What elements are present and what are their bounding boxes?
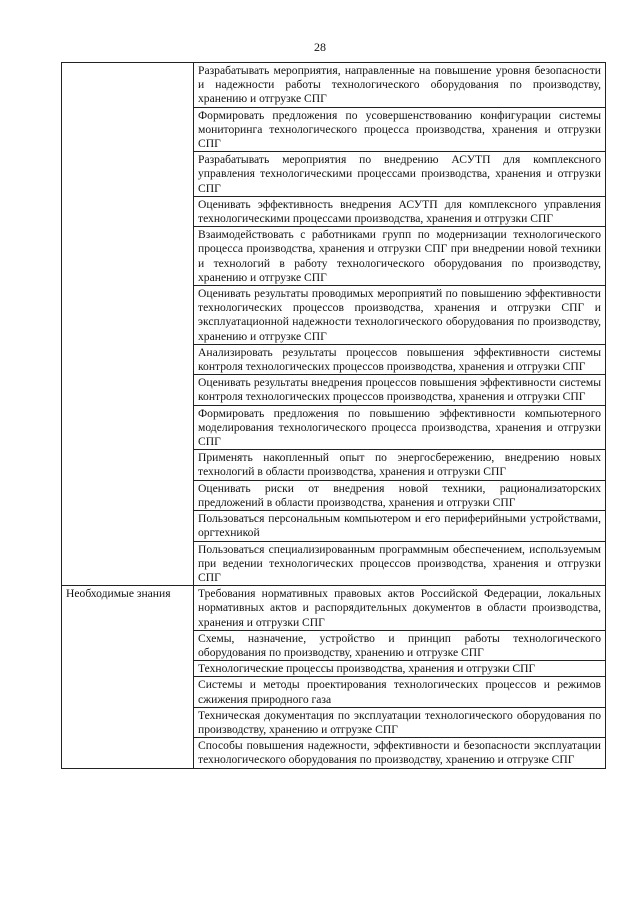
table-row [62, 586, 606, 631]
table-cell: Технологические процессы производства, хранения и отгрузки СПГ [194, 661, 606, 677]
table-cell: Требования нормативных правовых актов Российской Федерации, локальных нормативных актов и распорядительных документов в области производства, хранения и отгрузки СПГ [194, 586, 606, 631]
table-cell: Формировать предложения по повышению эффективности компьютерного моделирования технологического процесса производства, хранения и отгрузки СПГ [194, 405, 606, 450]
row-label-skills [62, 63, 194, 586]
table-cell: Разрабатывать мероприятия по внедрению АСУТП для комплексного управления технологическими процессами производства, хранения и отгрузки СПГ [194, 152, 606, 197]
table-cell: Техническая документация по эксплуатации технологического оборудования по производству, хранению и отгрузке СПГ [194, 707, 606, 737]
table-row [62, 63, 606, 108]
competency-table [61, 62, 606, 769]
table-cell: Применять накопленный опыт по энергосбережению, внедрению новых технологий в области производства, хранения и отгрузки СПГ [194, 450, 606, 480]
table-cell: Оценивать риски от внедрения новой техники, рационализаторских предложений в области производства, хранения и отгрузки СПГ [194, 480, 606, 510]
table-cell: Анализировать результаты процессов повышения эффективности системы контроля технологических процессов производства, хранения и отгрузки СПГ [194, 344, 606, 374]
table-cell: Разрабатывать мероприятия, направленные на повышение уровня безопасности и надежности работы технологического оборудования по производству, хранению и отгрузке СПГ [194, 63, 606, 108]
table-cell: Системы и методы проектирования технологических процессов и режимов сжижения природного газа [194, 677, 606, 707]
page-number: 28 [314, 40, 326, 54]
table-cell: Оценивать эффективность внедрения АСУТП для комплексного управления технологическими процессами производства, хранения и отгрузки СПГ [194, 196, 606, 226]
table-cell: Способы повышения надежности, эффективности и безопасности эксплуатации технологического оборудования по производству, хранению и отгрузке СПГ [194, 738, 606, 768]
table-cell: Схемы, назначение, устройство и принцип работы технологического оборудования по производству, хранению и отгрузке СПГ [194, 630, 606, 660]
table-cell: Взаимодействовать с работниками групп по модернизации технологического процесса производства, хранения и отгрузки СПГ при внедрении новой техники и технологий в работу технологического оборудования по производству, хранению и отгрузке СПГ [194, 227, 606, 286]
table-cell: Оценивать результаты проводимых мероприятий по повышению эффективности технологических процессов производства, хранения и отгрузки СПГ и эксплуатационной надежности технологического оборудования по производству, хранению и отгрузке СПГ [194, 286, 606, 345]
table-cell: Пользоваться специализированным программным обеспечением, используемым при ведении технологических процессов производства, хранения и отгрузки СПГ [194, 541, 606, 586]
table-cell: Оценивать результаты внедрения процессов повышения эффективности системы контроля технологических процессов производства, хранения и отгрузки СПГ [194, 375, 606, 405]
table-cell: Формировать предложения по усовершенствованию конфигурации системы мониторинга технологического процесса производства, хранения и отгрузки СПГ [194, 107, 606, 152]
table-cell: Пользоваться персональным компьютером и его периферийными устройствами, оргтехникой [194, 511, 606, 541]
row-label-knowledge: Необходимые знания [62, 586, 194, 768]
